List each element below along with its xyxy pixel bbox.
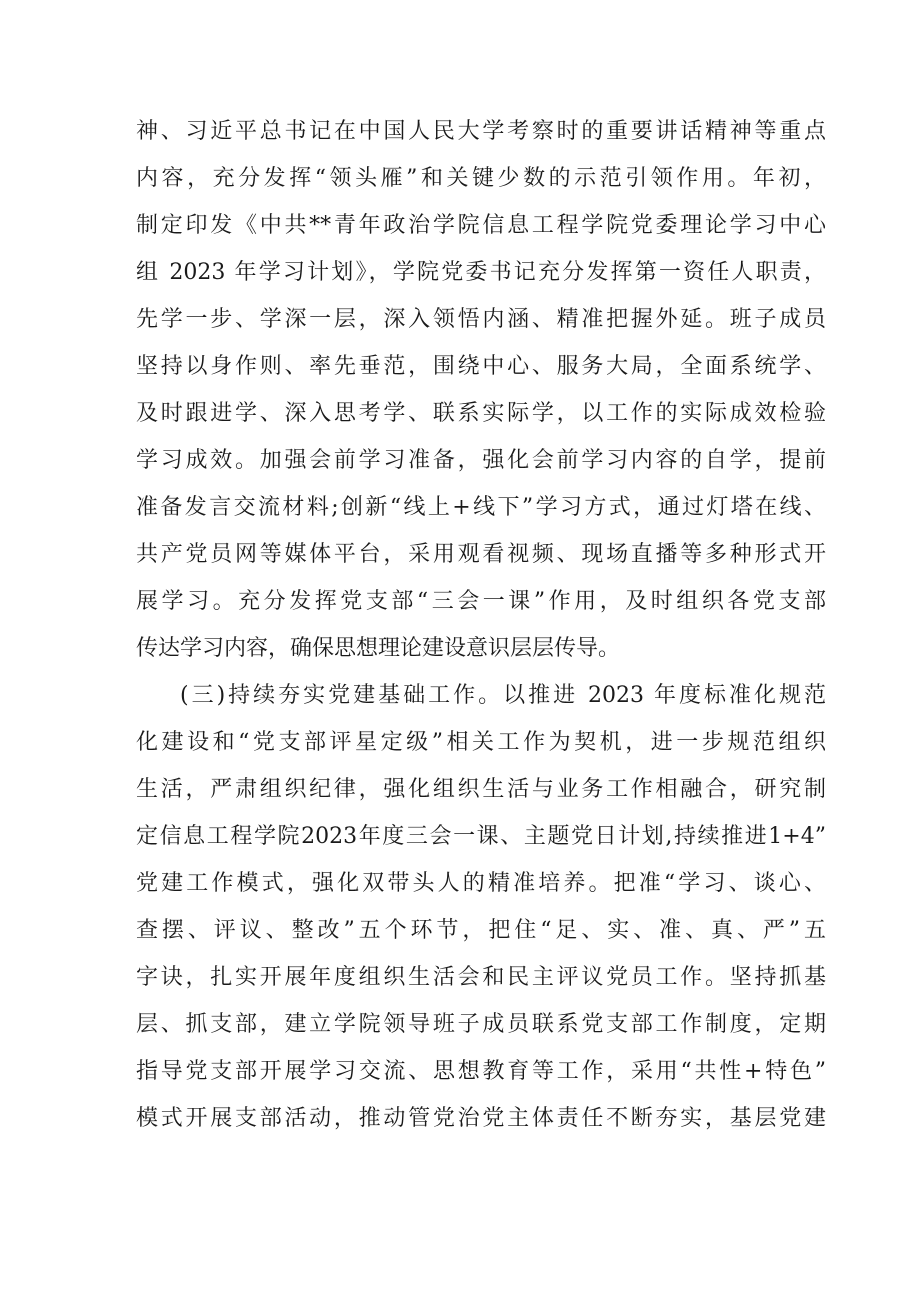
text-line: 制定印发《中共**青年政治学院信息工程学院党委理论学习中心 [136, 213, 826, 238]
text-line: 神、习近平总书记在中国人民大学考察时的重要讲话精神等重点 [136, 119, 826, 144]
text-line: 学习成效。加强会前学习准备，强化会前学习内容的自学，提前 [136, 448, 826, 473]
text-line: 坚持以身作则、率先垂范，围绕中心、服务大局，全面系统学、 [136, 354, 826, 379]
text-line: 组 2023 年学习计划》，学院党委书记充分发挥第一资任人职责， [136, 260, 826, 285]
text-line: 模式开展支部活动，推动管党治党主体责任不断夯实，基层党建 [136, 1106, 826, 1131]
section-heading-line: (三)持续夯实党建基础工作。以推进 2023 年度标准化规范 [180, 683, 826, 708]
text-line: 及时跟进学、深入思考学、联系实际学，以工作的实际成效检验 [136, 401, 826, 426]
text-line: 生活，严肃组织纪律，强化组织生活与业务工作相融合，研究制 [136, 777, 826, 802]
text-line: 指导党支部开展学习交流、思想教育等工作，采用“共性+特色” [136, 1059, 826, 1084]
text-line: 准备发言交流材料;创新“线上+线下”学习方式，通过灯塔在线、 [136, 495, 826, 520]
document-body [136, 108, 826, 1142]
text-line: 层、抓支部，建立学院领导班子成员联系党支部工作制度，定期 [136, 1012, 826, 1037]
text-line: 内容，充分发挥“领头雁”和关键少数的示范引领作用。年初， [136, 166, 826, 191]
text-line: 化建设和“党支部评星定级”相关工作为契机，进一步规范组织 [136, 730, 826, 755]
text-line: 查摆、评议、整改”五个环节，把住“足、实、准、真、严”五 [136, 918, 826, 943]
text-line: 展学习。充分发挥党支部“三会一课”作用，及时组织各党支部 [136, 589, 826, 614]
text-line: 共产党员网等媒体平台，采用观看视频、现场直播等多种形式开 [136, 542, 826, 567]
paragraph-last-line: 传达学习内容，确保思想理论建设意识层层传导。 [136, 636, 621, 661]
text-line: 党建工作模式，强化双带头人的精准培养。把准“学习、谈心、 [136, 871, 826, 896]
text-line: 字诀，扎实开展年度组织生活会和民主评议党员工作。坚持抓基 [136, 965, 826, 990]
text-line: 定信息工程学院2023年度三会一课、主题党日计划,持续推进1+4” [136, 824, 826, 849]
text-line: 先学一步、学深一层，深入领悟内涵、精准把握外延。班子成员 [136, 307, 826, 332]
